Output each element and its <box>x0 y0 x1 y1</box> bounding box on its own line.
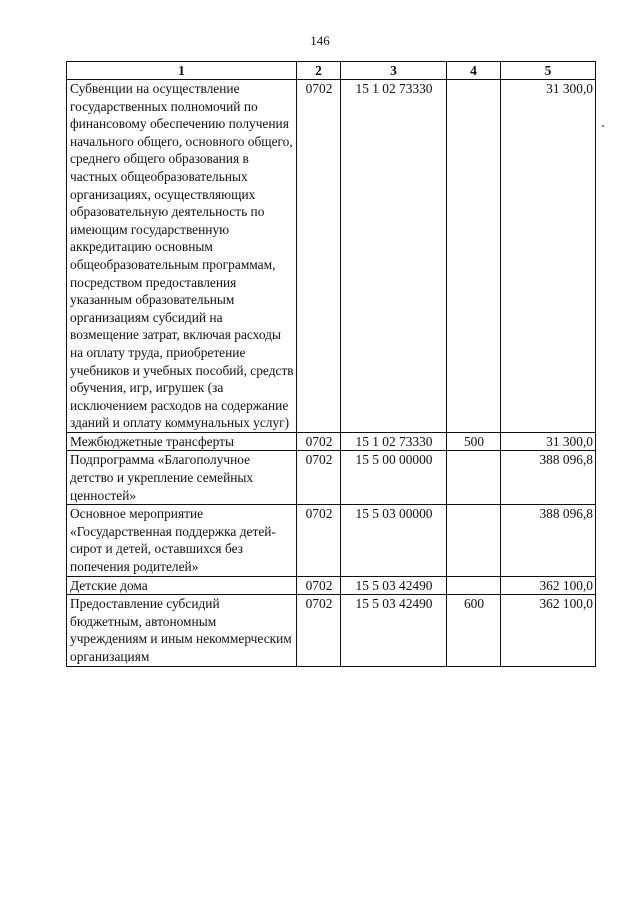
row-section-code: 0702 <box>297 505 341 576</box>
row-section-code: 0702 <box>297 451 341 505</box>
row-amount: 388 096,8 <box>501 451 596 505</box>
row-target-code: 15 5 03 42490 <box>341 576 447 595</box>
row-section-code: 0702 <box>297 432 341 451</box>
row-expense-type <box>447 80 501 433</box>
row-amount: 362 100,0 <box>501 595 596 666</box>
table-row <box>67 432 596 451</box>
row-section-code: 0702 <box>297 576 341 595</box>
table-row <box>67 80 596 433</box>
row-expense-type: 500 <box>447 432 501 451</box>
row-expense-type <box>447 505 501 576</box>
row-amount: 388 096,8 <box>501 505 596 576</box>
row-target-code: 15 5 03 00000 <box>341 505 447 576</box>
row-name: Основное мероприятие «Государственная поддержка детей-сирот и детей, оставшихся без попечения родителей» <box>67 505 297 576</box>
row-name: Детские дома <box>67 576 297 595</box>
row-name: Предоставление субсидий бюджетным, автономным учреждениям и иным некоммерческим организациям <box>67 595 297 666</box>
row-expense-type <box>447 576 501 595</box>
row-section-code: 0702 <box>297 595 341 666</box>
budget-table <box>66 61 596 667</box>
row-expense-type <box>447 451 501 505</box>
row-target-code: 15 5 03 42490 <box>341 595 447 666</box>
row-section-code: 0702 <box>297 80 341 433</box>
header-col-4: 4 <box>447 62 501 80</box>
row-expense-type: 600 <box>447 595 501 666</box>
row-target-code: 15 5 00 00000 <box>341 451 447 505</box>
table-header <box>67 62 596 80</box>
row-target-code: 15 1 02 73330 <box>341 80 447 433</box>
table-row <box>67 595 596 666</box>
table-row <box>67 451 596 505</box>
table-body <box>67 80 596 667</box>
row-name: Субвенции на осуществление государственных полномочий по финансовому обеспечению получения начального общего, основного общего, среднего общего образования в частных общеобразовательных организациях, осуществляющих образовательную деятельность по имеющим государственную аккредитацию основным общеобразовательным программам, посредством предоставления указанным образовательным организациям субсидий на возмещение затрат, включая расходы на оплату труда, приобретение учебников и учебных пособий, средств обучения, игр, игрушек (за исключением расходов на содержание зданий и оплату коммунальных услуг) <box>67 80 297 433</box>
scan-speck <box>602 125 604 127</box>
row-name: Межбюджетные трансферты <box>67 432 297 451</box>
table-row <box>67 576 596 595</box>
row-name: Подпрограмма «Благополучное детство и укрепление семейных ценностей» <box>67 451 297 505</box>
header-row <box>67 62 596 80</box>
row-amount: 362 100,0 <box>501 576 596 595</box>
header-col-2: 2 <box>297 62 341 80</box>
row-amount: 31 300,0 <box>501 80 596 433</box>
row-amount: 31 300,0 <box>501 432 596 451</box>
header-col-1: 1 <box>67 62 297 80</box>
page-number: 146 <box>310 33 330 48</box>
header-col-3: 3 <box>341 62 447 80</box>
header-col-5: 5 <box>501 62 596 80</box>
table-row <box>67 505 596 576</box>
row-target-code: 15 1 02 73330 <box>341 432 447 451</box>
